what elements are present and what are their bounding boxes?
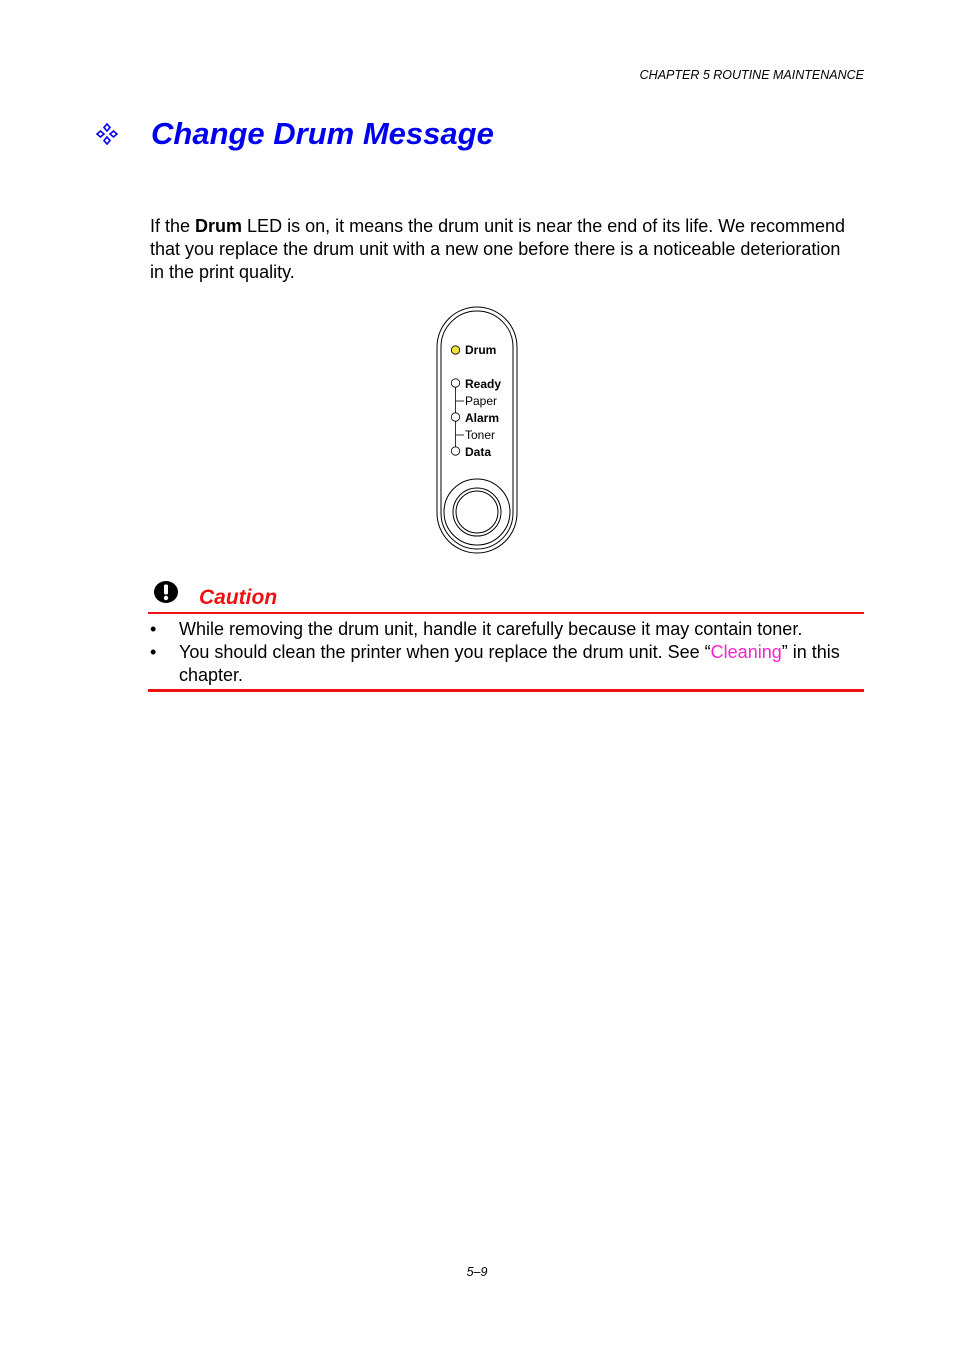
chapter-header: CHAPTER 5 ROUTINE MAINTENANCE	[639, 68, 864, 82]
control-panel-illustration	[436, 306, 520, 556]
page-title: Change Drum Message	[151, 116, 494, 151]
four-diamond-bullet-icon	[95, 122, 119, 146]
caution-title: Caution	[199, 586, 278, 609]
alarm-led	[451, 413, 459, 421]
alarm-label: Alarm	[465, 411, 500, 425]
ready-label: Ready	[465, 377, 502, 391]
bullet-icon: •	[150, 619, 157, 639]
data-led	[451, 447, 459, 455]
cleaning-link[interactable]: Cleaning	[710, 642, 782, 662]
paper-label: Paper	[465, 394, 498, 408]
toner-label: Toner	[465, 428, 496, 442]
caution-list	[148, 618, 864, 687]
drum-label: Drum	[465, 343, 497, 357]
data-label: Data	[465, 445, 492, 459]
caution-item: • You should clean the printer when you replace the drum unit. See “Cleaning” in this chapter.	[150, 642, 840, 685]
section-heading	[95, 112, 494, 156]
drum-led	[451, 346, 459, 354]
drum-led-term: Drum	[195, 216, 243, 236]
caution-item: • While removing the drum unit, handle it carefully because it may contain toner.	[150, 619, 803, 639]
caution-box	[148, 580, 864, 692]
bullet-icon: •	[150, 642, 157, 662]
panel-button	[444, 479, 510, 545]
caution-top-rule	[148, 612, 864, 614]
page-number: 5–9	[466, 1265, 488, 1279]
caution-bottom-rule	[148, 689, 864, 692]
exclamation-icon	[152, 580, 180, 606]
intro-paragraph: If the Drum LED is on, it means the drum unit is near the end of its life. We recommend that you replace the drum unit with a new one before there is a noticeable deterioration in the print quality.	[150, 216, 845, 282]
ready-led	[451, 379, 459, 387]
